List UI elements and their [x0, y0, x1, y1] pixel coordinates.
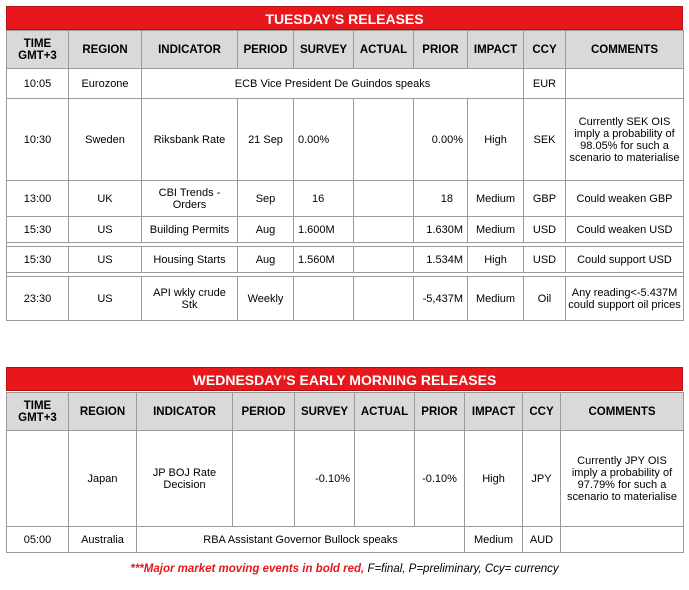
tuesday-releases-table: [6, 30, 684, 321]
cell-region: Australia: [69, 527, 137, 553]
cell-period: Weekly: [238, 277, 294, 321]
cell-region: US: [69, 277, 142, 321]
cell-survey: 1.560M: [294, 247, 354, 273]
footnote-legend: F=final, P=preliminary, Ccy= currency: [364, 563, 559, 575]
table-row: [7, 277, 684, 321]
col-header-prior: PRIOR: [415, 393, 465, 431]
cell-comments: Currently JPY OIS imply a probability of 97.79% for such a scenario to materialise: [561, 431, 684, 527]
cell-indicator: CBI Trends - Orders: [142, 181, 238, 217]
col-header-actual: ACTUAL: [354, 31, 414, 69]
cell-actual: [355, 431, 415, 527]
col-header-prior: PRIOR: [414, 31, 468, 69]
table-row: [7, 181, 684, 217]
cell-indicator: Riksbank Rate: [142, 99, 238, 181]
cell-time: [7, 431, 69, 527]
cell-impact: Medium: [468, 181, 524, 217]
cell-survey: [294, 277, 354, 321]
cell-indicator: JP BOJ Rate Decision: [137, 431, 233, 527]
cell-survey: -0.10%: [295, 431, 355, 527]
cell-comments: [566, 69, 684, 99]
col-header-comments: COMMENTS: [561, 393, 684, 431]
col-header-impact: IMPACT: [465, 393, 523, 431]
cell-ccy: SEK: [524, 99, 566, 181]
col-header-region: REGION: [69, 31, 142, 69]
cell-period: 21 Sep: [238, 99, 294, 181]
cell-period: Aug: [238, 247, 294, 273]
cell-region: US: [69, 247, 142, 273]
cell-period: [233, 431, 295, 527]
cell-impact: High: [465, 431, 523, 527]
cell-time: 15:30: [7, 247, 69, 273]
cell-event: RBA Assistant Governor Bullock speaks: [137, 527, 465, 553]
cell-region: Eurozone: [69, 69, 142, 99]
cell-impact: High: [468, 247, 524, 273]
cell-ccy: EUR: [524, 69, 566, 99]
cell-ccy: USD: [524, 247, 566, 273]
cell-survey: 16: [294, 181, 354, 217]
cell-actual: [354, 217, 414, 243]
col-header-indicator: INDICATOR: [137, 393, 233, 431]
col-header-impact: IMPACT: [468, 31, 524, 69]
cell-comments: Could support USD: [566, 247, 684, 273]
col-header-period: PERIOD: [233, 393, 295, 431]
col-header-time: TIME GMT+3: [7, 393, 69, 431]
tuesday-title-banner: TUESDAY’S RELEASES: [6, 6, 683, 30]
cell-region: Japan: [69, 431, 137, 527]
cell-region: US: [69, 217, 142, 243]
cell-time: 10:05: [7, 69, 69, 99]
footnote-emphasis: ***Major market moving events in bold red,: [130, 563, 365, 575]
cell-prior: 1.630M: [414, 217, 468, 243]
wednesday-title-banner: WEDNESDAY’S EARLY MORNING RELEASES: [6, 367, 683, 391]
cell-impact: High: [468, 99, 524, 181]
cell-prior: 0.00%: [414, 99, 468, 181]
table-row: [7, 247, 684, 273]
cell-impact: Medium: [468, 217, 524, 243]
cell-region: UK: [69, 181, 142, 217]
cell-indicator: Housing Starts: [142, 247, 238, 273]
cell-impact: Medium: [468, 277, 524, 321]
col-header-survey: SURVEY: [294, 31, 354, 69]
cell-prior: -5,437M: [414, 277, 468, 321]
cell-period: Sep: [238, 181, 294, 217]
cell-event: ECB Vice President De Guindos speaks: [142, 69, 524, 99]
table-row: [7, 431, 684, 527]
cell-period: Aug: [238, 217, 294, 243]
col-header-survey: SURVEY: [295, 393, 355, 431]
col-header-region: REGION: [69, 393, 137, 431]
cell-prior: 1.534M: [414, 247, 468, 273]
col-header-ccy: CCY: [523, 393, 561, 431]
cell-impact: Medium: [465, 527, 523, 553]
cell-comments: Currently SEK OIS imply a probability of 98.05% for such a scenario to materialise: [566, 99, 684, 181]
cell-survey: 1.600M: [294, 217, 354, 243]
cell-ccy: USD: [524, 217, 566, 243]
col-header-ccy: CCY: [524, 31, 566, 69]
table-header-row: [7, 393, 684, 431]
cell-actual: [354, 277, 414, 321]
wednesday-releases-table: [6, 392, 684, 553]
cell-ccy: AUD: [523, 527, 561, 553]
cell-comments: Could weaken USD: [566, 217, 684, 243]
cell-actual: [354, 99, 414, 181]
cell-time: 15:30: [7, 217, 69, 243]
cell-survey: 0.00%: [294, 99, 354, 181]
cell-indicator: API wkly crude Stk: [142, 277, 238, 321]
col-header-indicator: INDICATOR: [142, 31, 238, 69]
cell-region: Sweden: [69, 99, 142, 181]
col-header-comments: COMMENTS: [566, 31, 684, 69]
cell-actual: [354, 181, 414, 217]
col-header-time: TIME GMT+3: [7, 31, 69, 69]
cell-ccy: JPY: [523, 431, 561, 527]
cell-time: 13:00: [7, 181, 69, 217]
cell-prior: -0.10%: [415, 431, 465, 527]
table-row: [7, 527, 684, 553]
cell-comments: [561, 527, 684, 553]
cell-indicator: Building Permits: [142, 217, 238, 243]
table-row: [7, 217, 684, 243]
col-header-period: PERIOD: [238, 31, 294, 69]
cell-ccy: GBP: [524, 181, 566, 217]
cell-time: 23:30: [7, 277, 69, 321]
cell-time: 10:30: [7, 99, 69, 181]
table-row: [7, 99, 684, 181]
cell-ccy: Oil: [524, 277, 566, 321]
footnote: [0, 563, 689, 575]
table-header-row: [7, 31, 684, 69]
cell-comments: Could weaken GBP: [566, 181, 684, 217]
cell-prior: 18: [414, 181, 468, 217]
col-header-actual: ACTUAL: [355, 393, 415, 431]
cell-time: 05:00: [7, 527, 69, 553]
table-row: [7, 69, 684, 99]
cell-comments: Any reading<-5.437M could support oil prices: [566, 277, 684, 321]
cell-actual: [354, 247, 414, 273]
